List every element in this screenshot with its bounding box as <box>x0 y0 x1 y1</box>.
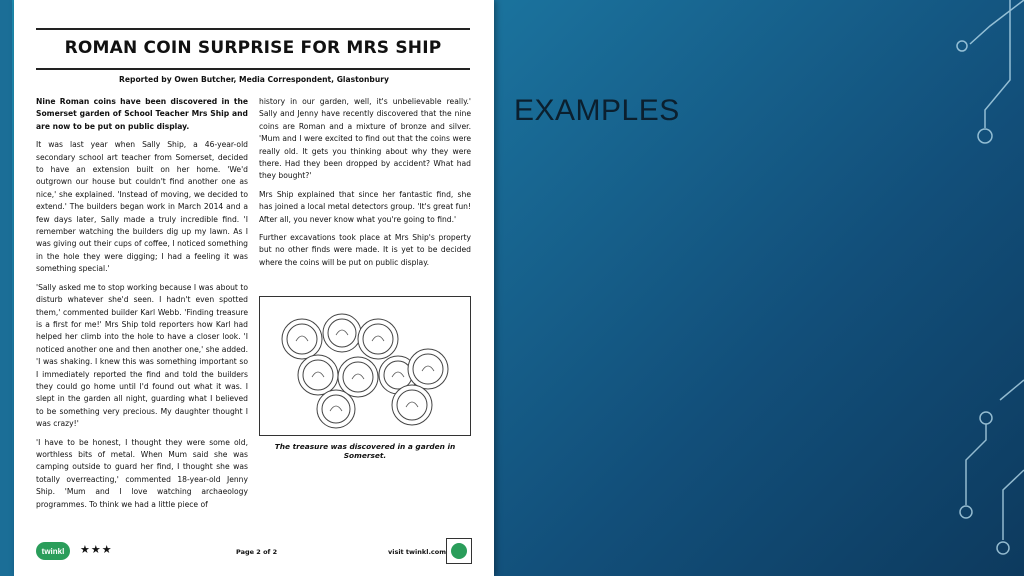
page-number: Page 2 of 2 <box>236 548 278 556</box>
paragraph: Further excavations took place at Mrs Ship's property but no other finds were made. It is yet to be decided where the coins will be put on public display. <box>259 233 471 267</box>
quality-badge-icon <box>446 538 472 564</box>
right-column <box>259 96 471 275</box>
twinkl-logo: twinkl <box>36 542 70 560</box>
article-byline: Reported by Owen Butcher, Media Correspondent, Glastonbury <box>119 75 389 84</box>
visit-link: visit twinkl.com <box>388 548 447 556</box>
difficulty-stars: ★★★ <box>80 544 113 556</box>
document-footer <box>36 540 472 564</box>
paragraph: Mrs Ship explained that since her fantastic find, she has joined a local metal detectors group. 'It's great fun! After all, you never know what you're going to find.' <box>259 189 471 224</box>
paragraph: 'Sally asked me to stop working because I was about to disturb whatever she'd seen. I hadn't even spotted them,' commented builder Karl Webb. 'Finding treasure is a first for me!' Mrs Ship told reporters how Karl had helped her climb into the hole to have a closer look. 'I noticed another one and then another one,' she added. 'I was shaking. I knew this was something important so I immediately reported the find and told the builders they could go home until I'd found out what it was. I slept in the garden all night, guarding what I believed to be something very precious. My daughter thought I was crazy!' <box>36 282 248 429</box>
article-title: ROMAN COIN SURPRISE FOR MRS SHIP <box>64 38 442 58</box>
paragraph: It was last year when Sally Ship, a 46-year-old secondary school art teacher from Somerset, decided to have an extension built on her home. 'We'd outgrown our house but couldn't find another one as nice,' she explained. 'Instead of moving, we decided to extend.' The builders began work in March 2014 and a few days later, Sally made a truly incredible find. 'I remember watching the builders dig up my lawn. As I was giving out their cups of coffee, I noticed something in the hole they were digging; I had a feeling it was something special.' <box>36 140 248 274</box>
paragraph: 'I have to be honest, I thought they were some old, worthless bits of metal. When Mum said she was camping outside to guard her find, I thought she was totally overreacting,' commented 18-year-old Jenny Ship. 'Mum and I love watching archaeology programmes. To think we had a little piece of <box>36 437 248 509</box>
title-box <box>36 28 470 70</box>
coins-image <box>259 296 471 436</box>
roman-coins-illustration <box>260 297 470 435</box>
newspaper-document <box>14 0 494 576</box>
image-caption: The treasure was discovered in a garden in Somerset. <box>274 442 456 460</box>
left-column <box>36 96 248 517</box>
lead-paragraph: Nine Roman coins have been discovered in the Somerset garden of School Teacher Mrs Ship and are now to be put on public display. <box>36 97 248 131</box>
paragraph: history in our garden, well, it's unbelievable really.' Sally and Jenny have recently discovered that the nine coins are Roman and a mixture of bronze and silver. 'Mum and I were excited to find out that the coins were really old. It gets you thinking about why they were there. Had they been dropped by accident? What had they bought?' <box>259 97 471 181</box>
slide-heading: EXAMPLES <box>514 94 680 127</box>
